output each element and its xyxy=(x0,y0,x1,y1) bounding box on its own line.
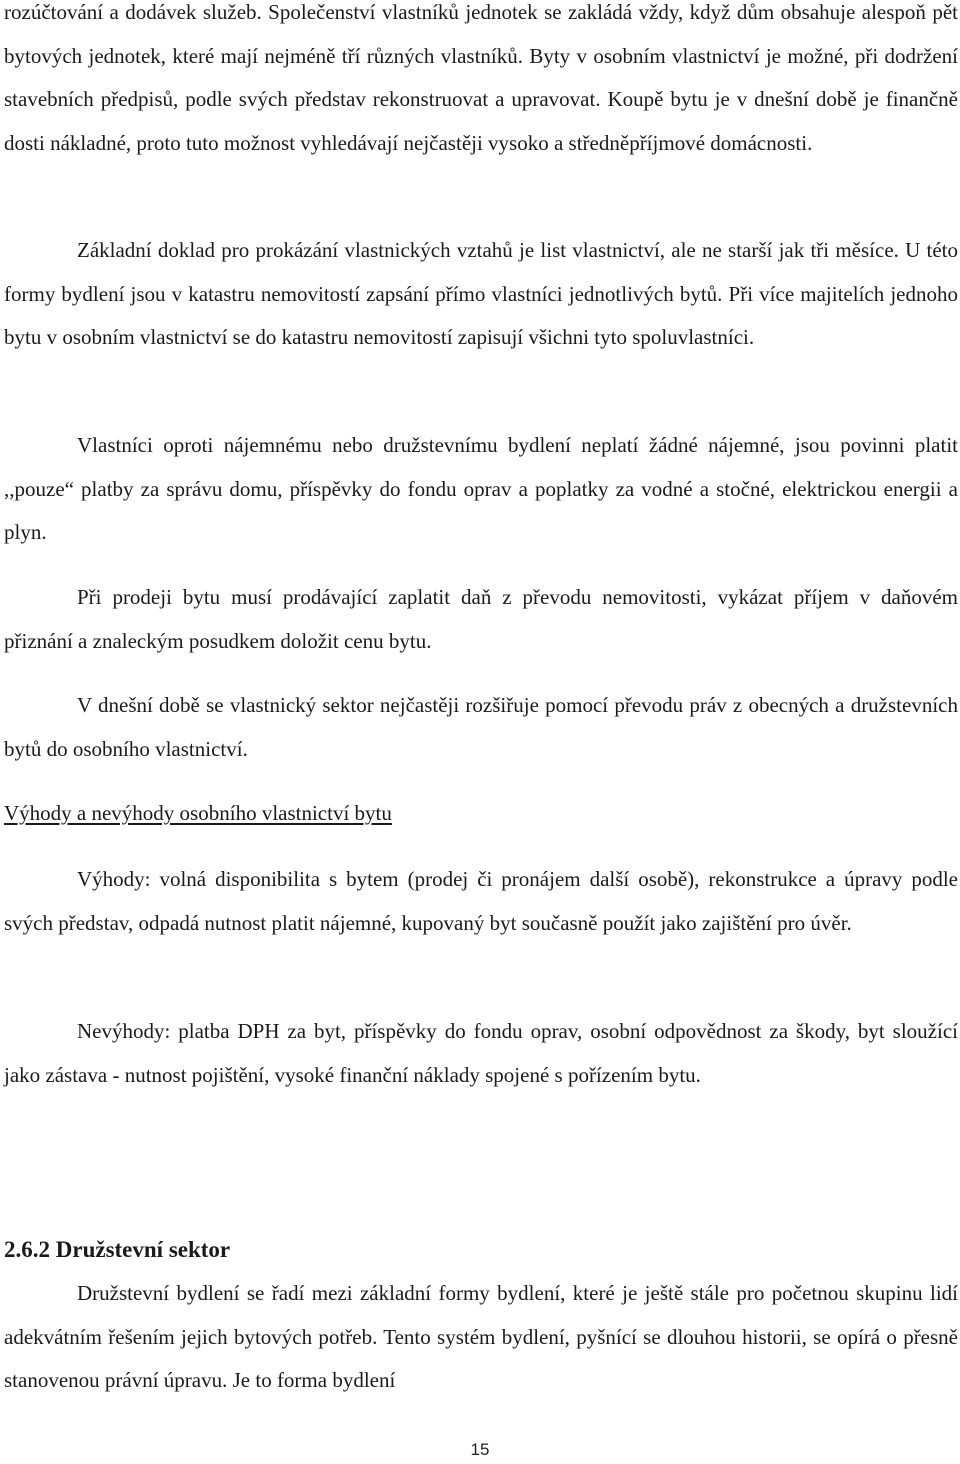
paragraph-owner-payments: Vlastníci oproti nájemnému nebo družstevnímu bydlení neplatí žádné nájemné, jsou povinni platit ,,pouze“ platby za správu domu, příspěvky do fondu oprav a poplatky za vodné a stočné, elektrickou energii a plyn. xyxy=(4,433,958,545)
page-number: 15 xyxy=(470,1440,490,1459)
paragraph-advantages: Výhody: volná disponibilita s bytem (prodej či pronájem další osobě), rekonstrukce a úpravy podle svých představ, odpadá nutnost platit nájemné, kupovaný byt současně použít jako zajištění pro úvěr. xyxy=(4,867,958,935)
paragraph-ownership-records: Základní doklad pro prokázání vlastnických vztahů je list vlastnictví, ale ne starší jak tři měsíce. U této formy bydlení jsou v katastru nemovitostí zapsání přímo vlastníci jednotlivých bytů. Při více majitelích jednoho bytu v osobním vlastnictví se do katastru nemovitostí zapisují všichni tyto spoluvlastníci. xyxy=(4,238,958,350)
paragraph-ownership-intro: rozúčtování a dodávek služeb. Společenství vlastníků jednotek se zakládá vždy, když dům obsahuje alespoň pět bytových jednotek, které mají nejméně tří různých vlastníků. Byty v osobním vlastnictví je možné, při dodržení stavebních předpisů, podle svých představ rekonstruovat a upravovat. Koupě bytu je v dnešní době je finančně dosti nákladné, proto tuto možnost vyhledávají nejčastěji vysoko a středněpříjmové domácnosti. xyxy=(4,0,958,155)
subheading-advantages-disadvantages: Výhody a nevýhody osobního vlastnictví bytu xyxy=(4,801,392,825)
paragraph-sale-tax: Při prodeji bytu musí prodávající zaplatit daň z převodu nemovitosti, vykázat příjem v daňovém přiznání a znaleckým posudkem doložit cenu bytu. xyxy=(4,585,958,653)
section-heading-cooperative: 2.6.2 Družstevní sektor xyxy=(4,1237,231,1262)
paragraph-disadvantages: Nevýhody: platba DPH za byt, příspěvky do fondu oprav, osobní odpovědnost za škody, byt sloužící jako zástava - nutnost pojištění, vysoké finanční náklady spojené s pořízením bytu. xyxy=(4,1019,958,1087)
paragraph-sector-expansion: V dnešní době se vlastnický sektor nejčastěji rozšiřuje pomocí převodu práv z obecných a družstevních bytů do osobního vlastnictví. xyxy=(4,693,958,761)
paragraph-cooperative-housing: Družstevní bydlení se řadí mezi základní formy bydlení, které je ještě stále pro početnou skupinu lidí adekvátním řešením jejich bytových potřeb. Tento systém bydlení, pyšnící se dlouhou historii, se opírá o přesně stanovenou právní úpravu. Je to forma bydlení xyxy=(4,1281,958,1393)
